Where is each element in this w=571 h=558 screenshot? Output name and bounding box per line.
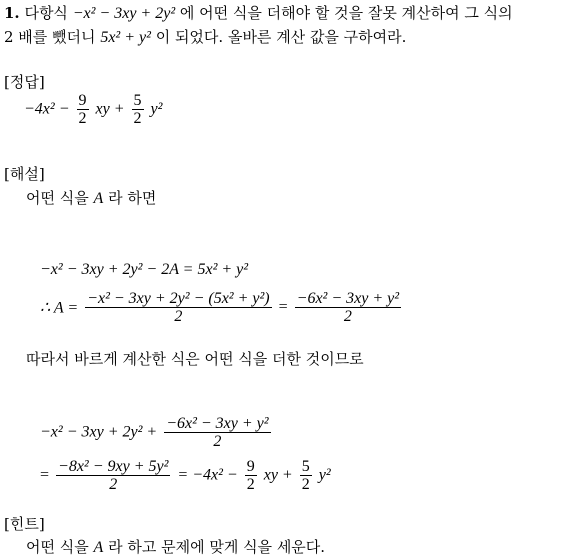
problem-expr-1: −x² − 3xy + 2y² — [72, 5, 176, 22]
equation-2-fraction-2 — [295, 290, 401, 325]
answer-lead: −4x² − — [24, 100, 70, 118]
answer-frac2-den: 2 — [133, 110, 142, 127]
explanation-label: [해설] — [4, 165, 45, 183]
equation-3-lead: −x² − 3xy + 2y² + — [40, 423, 158, 441]
problem-line-1 — [4, 3, 513, 24]
equation-4-fraction-3 — [300, 458, 312, 493]
hint-text-a: 어떤 식을 — [26, 538, 89, 556]
explanation-intro-var: A — [93, 190, 104, 207]
equation-1: −x² − 3xy + 2y² − 2A = 5x² + y² — [40, 261, 249, 278]
explanation-intro — [26, 188, 156, 209]
equation-2-equals: = — [278, 298, 288, 316]
problem-text-1b: 에 어떤 식을 더해야 할 것을 잘못 계산하여 그 식의 — [179, 4, 513, 22]
equation-4-frac2-den: 2 — [246, 476, 255, 493]
answer-fraction-2 — [132, 92, 144, 127]
equation-4-lead: = — [40, 466, 50, 484]
equation-4-mid2: xy + — [263, 466, 293, 484]
problem-expr-2: 5x² + y² — [100, 29, 151, 46]
equation-2-frac1-num: −x² − 3xy + 2y² − (5x² + y²) — [87, 290, 270, 307]
equation-2-lead: ∴ A = — [40, 299, 79, 317]
hint-text-b: 라 하고 문제에 맞게 식을 세운다. — [108, 538, 326, 556]
equation-4-frac1-den: 2 — [56, 475, 170, 493]
equation-2-frac1-den: 2 — [85, 307, 271, 325]
equation-3-fraction — [164, 415, 270, 450]
problem-text-2b: 이 되었다. 올바른 계산 값을 구하여라. — [155, 28, 407, 46]
equation-3-frac-num: −6x² − 3xy + y² — [166, 415, 269, 432]
equation-3-frac-den: 2 — [164, 432, 270, 450]
equation-2-fraction-1 — [85, 290, 271, 325]
answer-frac1-den: 2 — [78, 110, 87, 127]
equation-2-frac2-num: −6x² − 3xy + y² — [296, 290, 400, 307]
explanation-mid-text: 따라서 바르게 계산한 식은 어떤 식을 더한 것이므로 — [26, 350, 364, 368]
explanation-intro-a: 어떤 식을 — [26, 189, 89, 207]
answer-frac1-num: 9 — [78, 92, 87, 109]
answer-label: [정답] — [4, 73, 45, 91]
answer-fraction-1 — [77, 92, 89, 127]
answer-expression — [24, 92, 162, 127]
answer-frac2-num: 5 — [133, 92, 142, 109]
equation-4 — [40, 458, 331, 493]
problem-number: 1. — [4, 4, 20, 22]
equation-2-frac2-den: 2 — [295, 307, 401, 325]
problem-text-2a: 2 배를 뺐더니 — [4, 28, 96, 46]
equation-4-frac2-num: 9 — [246, 458, 255, 475]
hint-text-var: A — [93, 539, 104, 556]
equation-4-fraction-1 — [56, 458, 170, 493]
hint-text — [26, 537, 325, 558]
problem-text-1a: 다항식 — [24, 4, 68, 22]
equation-4-frac1-num: −8x² − 9xy + 5y² — [58, 458, 169, 475]
equation-4-frac3-num: 5 — [301, 458, 310, 475]
problem-line-2 — [4, 27, 406, 48]
equation-4-fraction-2 — [245, 458, 257, 493]
equation-4-tail: y² — [318, 466, 331, 484]
equation-2 — [40, 290, 404, 325]
equation-4-mid: = −4x² − — [177, 466, 238, 484]
answer-mid: xy + — [95, 100, 125, 118]
answer-tail: y² — [150, 100, 163, 118]
equation-3 — [40, 415, 274, 450]
hint-label: [힌트] — [4, 515, 45, 533]
equation-4-frac3-den: 2 — [301, 476, 310, 493]
explanation-intro-b: 라 하면 — [108, 189, 157, 207]
